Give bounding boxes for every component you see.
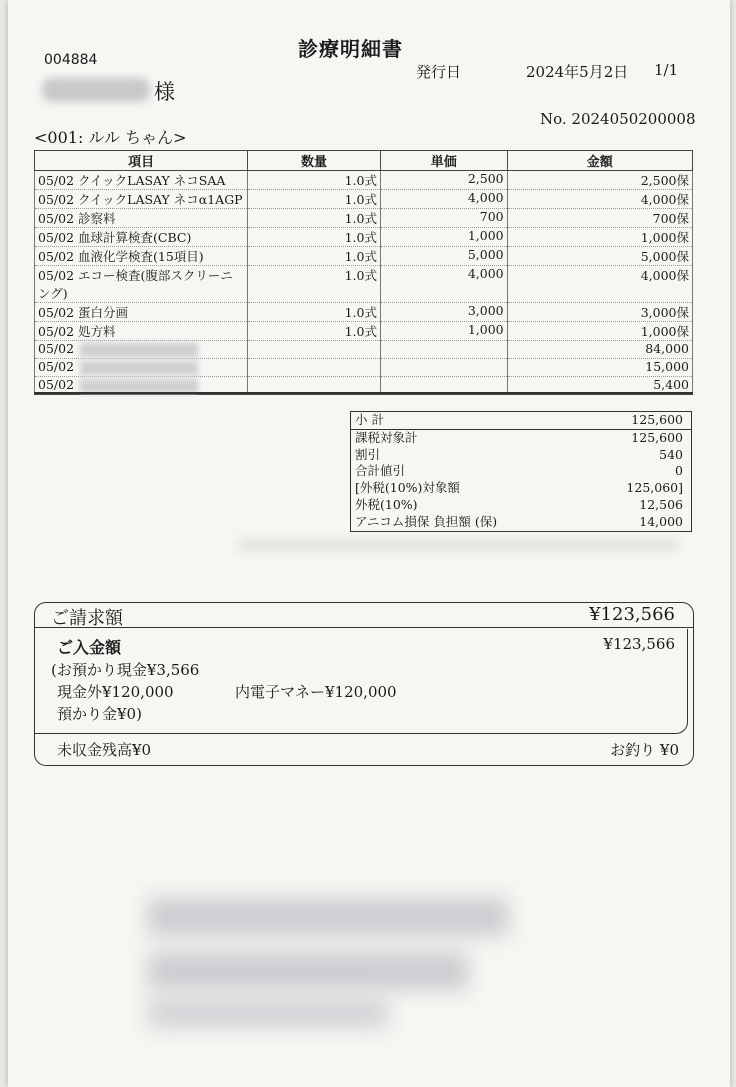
row-unit-price: 1,000 [380, 228, 507, 247]
clinic-id: 004884 [44, 52, 98, 68]
cash-deposit: (お預かり現金¥3,566 [51, 661, 200, 679]
row-amount: 84,000 [507, 341, 692, 359]
table-row [35, 359, 693, 377]
row-item: 05/02 [35, 359, 248, 377]
row-amount: 4,000保 [507, 266, 692, 303]
billing-total: ¥123,566 [589, 604, 675, 625]
redacted-item-name [80, 361, 198, 375]
row-amount: 5,400 [507, 377, 692, 395]
non-cash-amount: 現金外¥120,000 [57, 683, 174, 701]
honorific: 様 [154, 80, 175, 104]
row-unit-price: 1,000 [380, 322, 507, 341]
row-quantity [248, 341, 381, 359]
row-item: 05/02 クイックLASAY ネコα1AGP [35, 190, 248, 209]
summary-box [350, 411, 692, 532]
row-unit-price [380, 341, 507, 359]
table-header-row [35, 151, 693, 171]
row-amount: 1,000保 [507, 322, 692, 341]
row-quantity: 1.0式 [248, 266, 381, 303]
table-row [35, 341, 693, 359]
print-smudge [238, 538, 678, 552]
page-number: 1/1 [654, 61, 679, 79]
row-item: 05/02 [35, 341, 248, 359]
table-row [35, 190, 693, 209]
row-item: 05/02 エコー検査(腹部スクリーニング) [35, 266, 248, 303]
row-amount: 1,000保 [507, 228, 692, 247]
row-amount: 4,000保 [507, 190, 692, 209]
redacted-clinic-name [148, 898, 508, 936]
row-amount: 700保 [507, 209, 692, 228]
billing-label: ご請求額 [51, 608, 123, 629]
document-number: No. 2024050200008 [540, 110, 696, 128]
row-unit-price: 2,500 [380, 171, 507, 190]
row-amount: 15,000 [507, 359, 692, 377]
row-quantity: 1.0式 [248, 247, 381, 266]
row-unit-price: 5,000 [380, 247, 507, 266]
redacted-owner-name [42, 78, 150, 102]
table-row [35, 228, 693, 247]
row-unit-price: 4,000 [380, 266, 507, 303]
table-row [35, 322, 693, 341]
emoney-amount: 内電子マネー¥120,000 [235, 683, 397, 701]
redacted-clinic-address [148, 952, 468, 990]
row-item: 05/02 蛋白分画 [35, 303, 248, 322]
paid-amount-value: ¥123,566 [603, 635, 675, 653]
row-quantity [248, 359, 381, 377]
unpaid-balance: 未収金残高¥0 [57, 741, 152, 759]
billing-header [35, 603, 693, 628]
redacted-clinic-phone [148, 998, 388, 1028]
items-table [34, 150, 693, 395]
summary-row-discount: 割引 540 [355, 446, 683, 462]
change-amount: お釣り ¥0 [610, 741, 679, 759]
redacted-item-name [80, 343, 198, 357]
row-amount: 5,000保 [507, 247, 692, 266]
summary-row-subtotal: 小 計 125,600 [351, 412, 691, 430]
header-item: 項目 [35, 151, 248, 171]
row-item: 05/02 [35, 377, 248, 395]
row-quantity: 1.0式 [248, 228, 381, 247]
row-quantity: 1.0式 [248, 190, 381, 209]
held-deposit: 預かり金¥0) [57, 705, 142, 723]
table-row [35, 171, 693, 190]
row-quantity: 1.0式 [248, 303, 381, 322]
header-amount: 金額 [507, 151, 692, 171]
table-row [35, 303, 693, 322]
row-unit-price: 4,000 [380, 190, 507, 209]
row-item: 05/02 処方料 [35, 322, 248, 341]
summary-row-total-discount: 合計値引 0 [355, 463, 683, 479]
billing-box [34, 602, 694, 766]
summary-row-tax: 外税(10%) 12,506 [355, 496, 683, 512]
summary-row-tax-base: [外税(10%)対象額 125,060] [355, 480, 683, 496]
row-quantity: 1.0式 [248, 209, 381, 228]
row-item: 05/02 血液化学検査(15項目) [35, 247, 248, 266]
row-unit-price: 3,000 [380, 303, 507, 322]
row-unit-price: 700 [380, 209, 507, 228]
paid-amount-label: ご入金額 [57, 638, 122, 657]
table-row [35, 266, 693, 303]
table-bottom-rule [34, 392, 693, 394]
document-title: 診療明細書 [298, 37, 403, 61]
table-row [35, 209, 693, 228]
row-amount: 2,500保 [507, 171, 692, 190]
issue-date: 2024年5月2日 [526, 63, 629, 81]
table-row [35, 247, 693, 266]
row-item: 05/02 血球計算検査(CBC) [35, 228, 248, 247]
header-unit-price: 単価 [380, 151, 507, 171]
statement-paper [8, 0, 730, 1087]
row-amount: 3,000保 [507, 303, 692, 322]
redacted-item-name [80, 379, 198, 393]
header-quantity: 数量 [248, 151, 381, 171]
patient-label: <001: ルル ちゃん> [34, 128, 187, 147]
row-unit-price [380, 359, 507, 377]
row-quantity: 1.0式 [248, 322, 381, 341]
row-item: 05/02 クイックLASAY ネコSAA [35, 171, 248, 190]
summary-row-taxable: 課税対象計 125,600 [355, 429, 683, 445]
summary-row-insurance: アニコム損保 負担額 (保) 14,000 [355, 513, 683, 529]
row-item: 05/02 診察料 [35, 209, 248, 228]
issue-date-label: 発行日 [416, 63, 462, 81]
row-quantity: 1.0式 [248, 171, 381, 190]
